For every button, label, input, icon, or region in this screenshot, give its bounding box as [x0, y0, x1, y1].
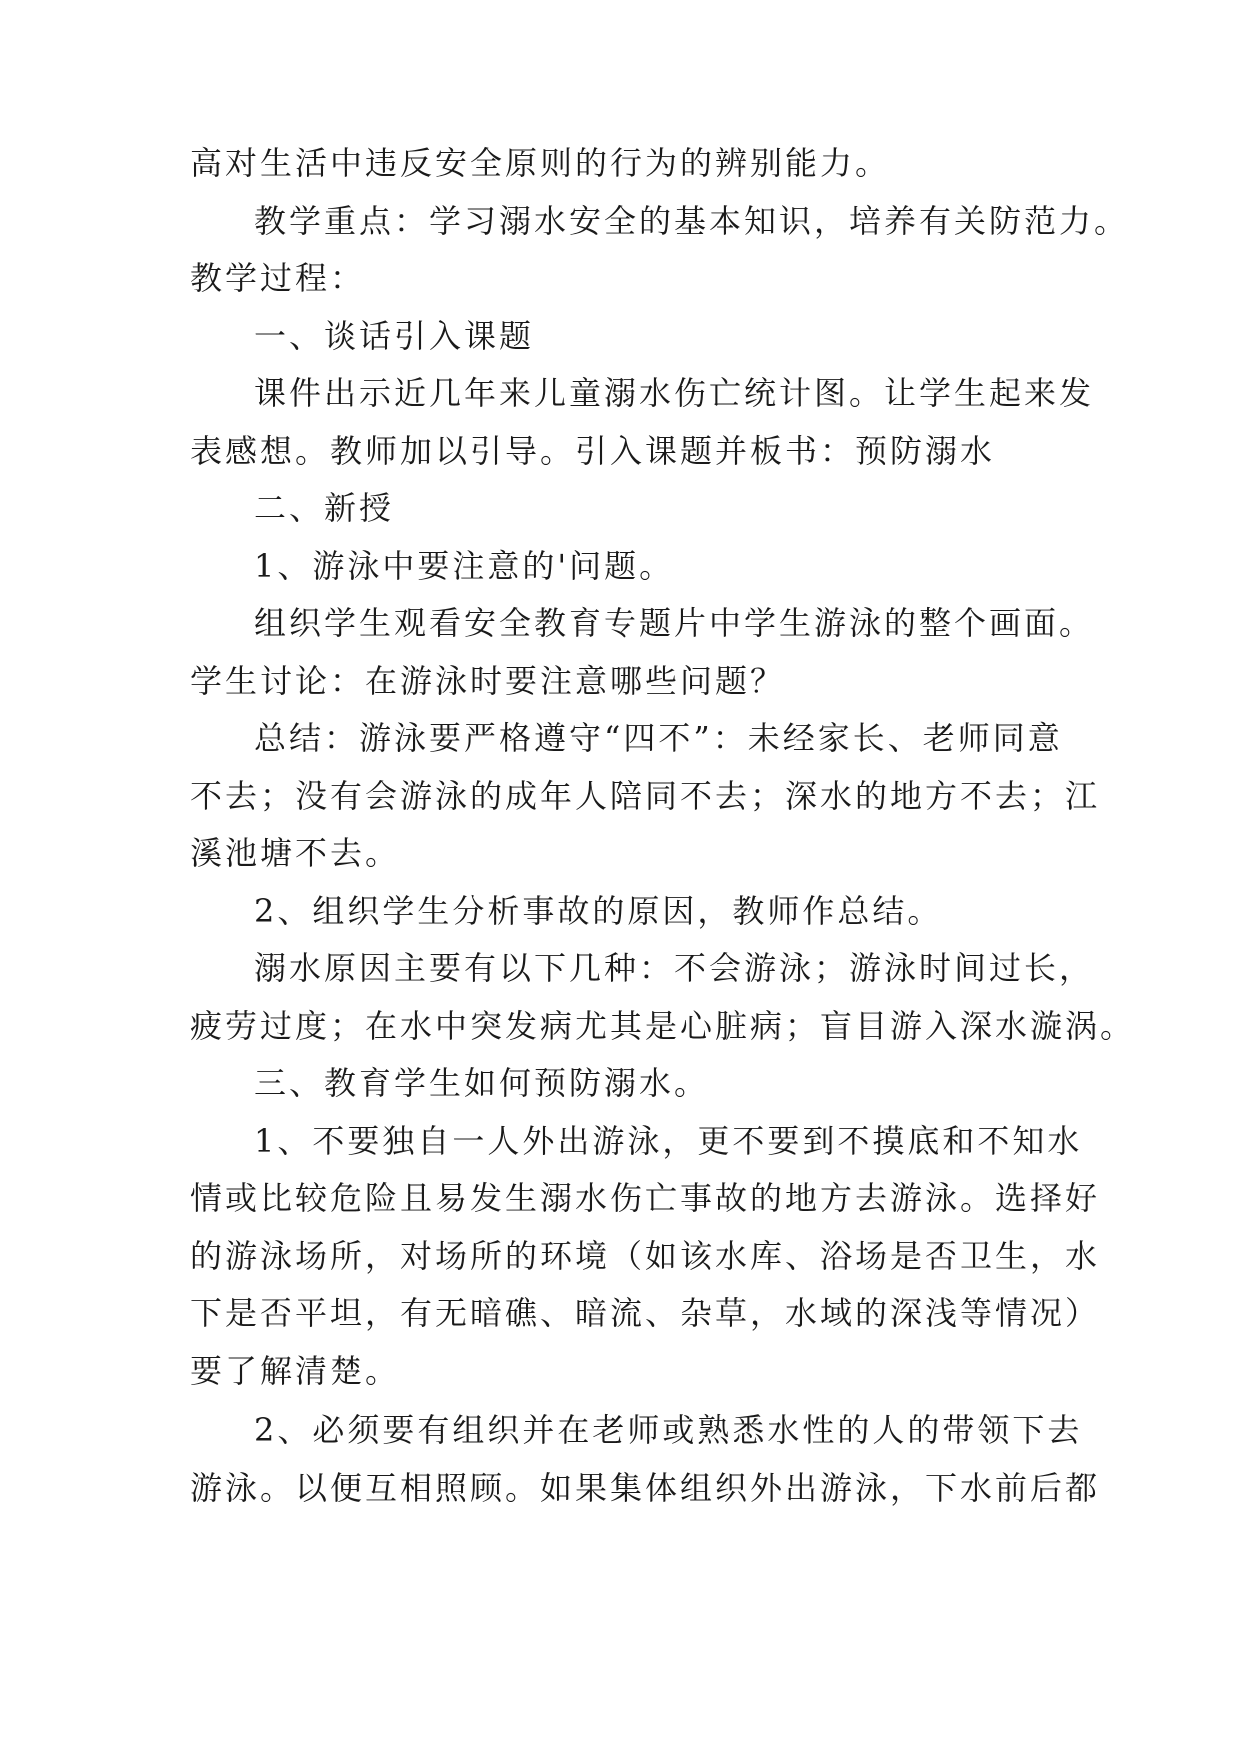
text-line: 溪池塘不去。: [190, 834, 401, 872]
text-line: 情或比较危险且易发生溺水伤亡事故的地方去游泳。选择好: [190, 1179, 1101, 1217]
text-line: 表感想。教师加以引导。引入课题并板书：预防溺水: [190, 432, 996, 470]
text-line: 学生讨论：在游泳时要注意哪些问题？: [190, 662, 786, 700]
text-line: 不去；没有会游泳的成年人陪同不去；深水的地方不去；江: [190, 777, 1101, 815]
text-line: 课件出示近几年来儿童溺水伤亡统计图。让学生起来发: [254, 374, 1095, 412]
section-heading: 二、新授: [254, 489, 395, 527]
text-line: 总结：游泳要严格遵守“四不”：未经家长、老师同意: [254, 719, 1063, 757]
section-heading: 三、教育学生如何预防溺水。: [254, 1064, 710, 1102]
text-line: 游泳。以便互相照顾。如果集体组织外出游泳，下水前后都: [190, 1469, 1101, 1507]
text-line: 组织学生观看安全教育专题片中学生游泳的整个画面。: [254, 604, 1095, 642]
text-line: 溺水原因主要有以下几种：不会游泳；游泳时间过长，: [254, 949, 1095, 987]
text-line: 高对生活中违反安全原则的行为的辨别能力。: [190, 144, 891, 182]
text-line: 下是否平坦，有无暗礁、暗流、杂草，水域的深浅等情况）: [190, 1294, 1101, 1332]
text-line: 1、游泳中要注意的'问题。: [254, 547, 675, 585]
text-line: 教学重点：学习溺水安全的基本知识，培养有关防范力。: [254, 202, 1130, 240]
text-line: 2、必须要有组织并在老师或熟悉水性的人的带领下去: [254, 1411, 1083, 1449]
text-line: 教学过程：: [190, 259, 366, 297]
text-line: 1、不要独自一人外出游泳，更不要到不摸底和不知水: [254, 1122, 1083, 1160]
text-line: 2、组织学生分析事故的原因，教师作总结。: [254, 892, 943, 930]
text-line: 的游泳场所，对场所的环境（如该水库、浴场是否卫生，水: [190, 1237, 1101, 1275]
text-line: 疲劳过度；在水中突发病尤其是心脏病；盲目游入深水漩涡。: [190, 1007, 1136, 1045]
section-heading: 一、谈话引入课题: [254, 317, 535, 355]
text-line: 要了解清楚。: [190, 1352, 401, 1390]
